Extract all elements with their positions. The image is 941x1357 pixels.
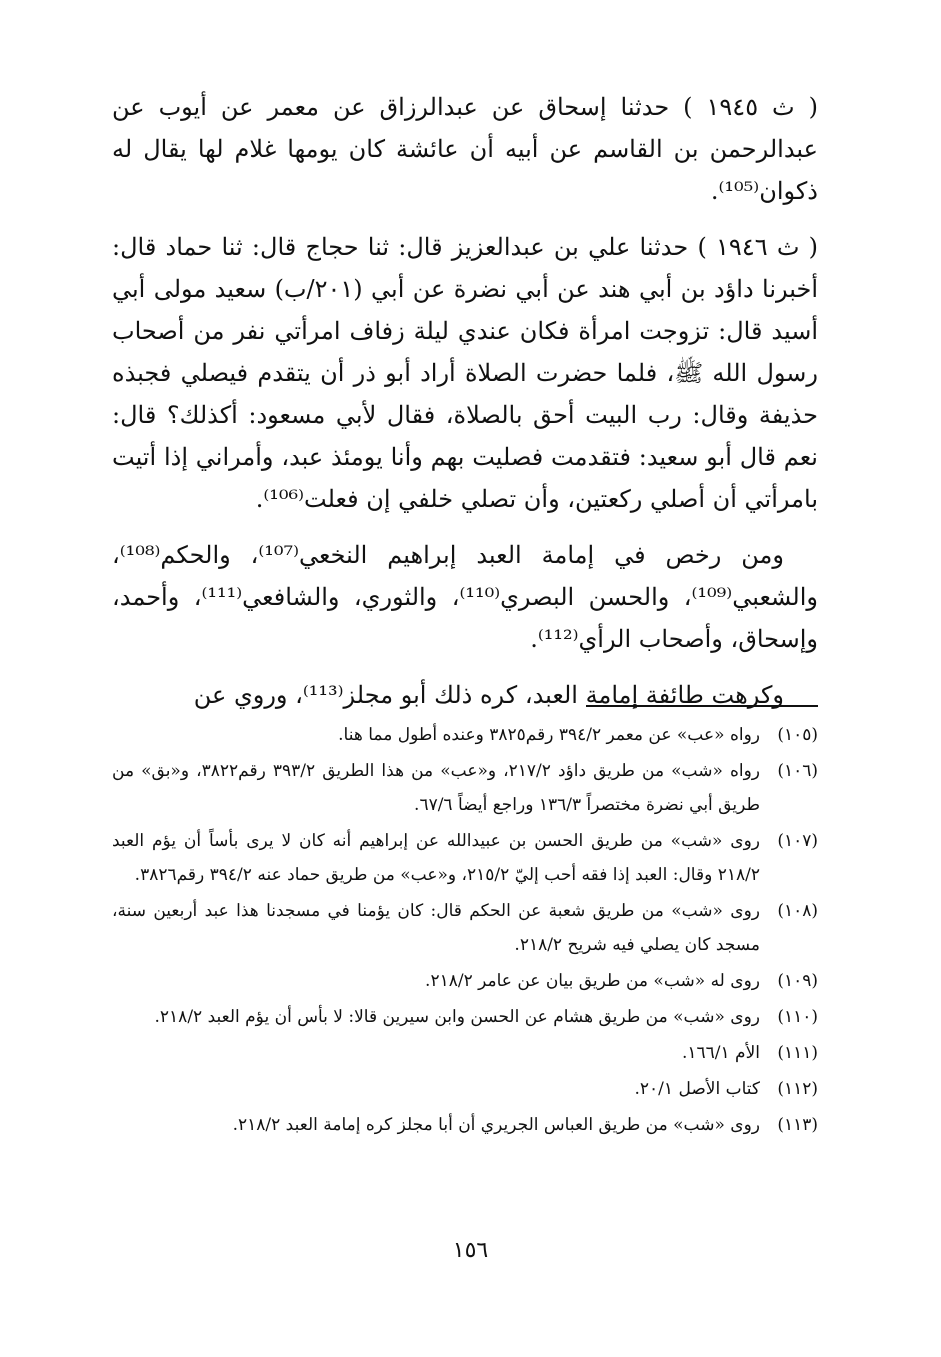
footnote-text: روى له «شب» من طريق بيان عن عامر ٢١٨/٢. — [425, 971, 760, 991]
footnote-113 — [112, 1108, 818, 1142]
footnote-text: الأم ١٦٦/١. — [681, 1043, 760, 1063]
footnote-separator — [586, 705, 818, 707]
main-text — [112, 86, 818, 730]
footnote-number: (١٠٦) — [777, 761, 818, 781]
footnote-text: روى «شب» من طريق شعبة عن الحكم قال: كان يؤمنا في مسجدنا هذا عبد أربعين سنة، مسجد كان يصلي فيه شريح ٢١٨/٢. — [112, 901, 760, 955]
footnote-number: (١٠٩) — [777, 971, 818, 991]
footnote-107 — [112, 824, 818, 892]
footnote-text: روى «شب» من طريق هشام عن الحسن وابن سيرين قالا: لا بأس أن يؤم العبد ٢١٨/٢. — [154, 1007, 760, 1027]
footnote-number: (١١٢) — [777, 1079, 818, 1099]
footnote-text: رواه «عب» عن معمر ٣٩٤/٢ رقم٣٨٢٥ وعنده أطول مما هنا. — [338, 725, 760, 745]
footnote-text: رواه «شب» من طريق داؤد ٢١٧/٢، و«عب» من هذا الطريق ٣٩٣/٢ رقم٣٨٢٢، و«بق» من طريق أبي نضرة مختصراً ١٣٦/٣ وراجع أيضاً ٦٧/٦. — [112, 761, 760, 815]
paragraph-dislike: وكرهت طائفة إمامة العبد، كره ذلك أبو مجلز⁽¹¹³⁾، وروي عن — [193, 681, 784, 709]
footnote-109 — [112, 964, 818, 998]
footnote-105 — [112, 718, 818, 752]
page-number: ١٥٦ — [452, 1238, 489, 1263]
paragraph-permission: ومن رخص في إمامة العبد إبراهيم النخعي⁽¹⁰⁷⁾، والحكم⁽¹⁰⁸⁾، والشعبي⁽¹⁰⁹⁾، والحسن البصري⁽¹¹⁰⁾، والثوري، والشافعي⁽¹¹¹⁾، وأحمد، وإسحاق، وأصحاب الرأي⁽¹¹²⁾. — [112, 541, 818, 653]
footnote-number: (١١٣) — [777, 1115, 818, 1135]
paragraph-hadith-1946: ( ث ١٩٤٦ ) حدثنا علي بن عبدالعزيز قال: ثنا حجاج قال: ثنا حماد قال: أخبرنا داؤد بن أبي هند عن أبي نضرة عن أبي (٢٠١/ب) سعيد مولى أبي أسيد قال: تزوجت امرأة فكان عندي ليلة زفاف امرأتي نفر من أصحاب رسول الله ﷺ، فلما حضرت الصلاة أراد أبو ذر أن يتقدم فيصلي فجبذه حذيفة وقال: رب البيت أحق بالصلاة، فقال لأبي مسعود: أكذلك؟ قال: نعم قال أبو سعيد: فتقدمت فصليت بهم وأنا يومئذ عبد، وأمراني إذا أتيت بامرأتي أن أصلي ركعتين، وأن تصلي خلفي إن فعلت⁽¹⁰⁶⁾. — [112, 233, 818, 513]
footnote-111 — [112, 1036, 818, 1070]
footnote-106 — [112, 754, 818, 822]
footnote-112 — [112, 1072, 818, 1106]
footnote-number: (١٠٨) — [777, 901, 818, 921]
footnote-text: كتاب الأصل ٢٠/١. — [634, 1079, 760, 1099]
footnote-108 — [112, 894, 818, 962]
paragraph-hadith-1945: ( ث ١٩٤٥ ) حدثنا إسحاق عن عبدالرزاق عن معمر عن أيوب عن عبدالرحمن بن القاسم عن أبيه أن عائشة كان يومها غلام لها يقال له ذكوان⁽¹⁰⁵⁾. — [112, 93, 818, 205]
footnote-110 — [112, 1000, 818, 1034]
footnote-text: روى «شب» من طريق العباس الجريري أن أبا مجلز كره إمامة العبد ٢١٨/٢. — [232, 1115, 760, 1135]
footnote-number: (١١٠) — [777, 1007, 818, 1027]
footnotes — [112, 718, 818, 1144]
footnote-number: (١١١) — [777, 1043, 818, 1063]
footnote-text: روى «شب» من طريق الحسن بن عبيدالله عن إبراهيم أنه كان لا يرى بأساً أن يؤم العبد ٢١٨/٢ وقال: العبد إذا فقه أحب إليّ ٢١٥/٢، و«عب» من طريق حماد عنه ٣٩٤/٢ رقم٣٨٢٦. — [112, 831, 760, 885]
footnote-number: (١٠٧) — [777, 831, 818, 851]
footnote-number: (١٠٥) — [777, 725, 818, 745]
